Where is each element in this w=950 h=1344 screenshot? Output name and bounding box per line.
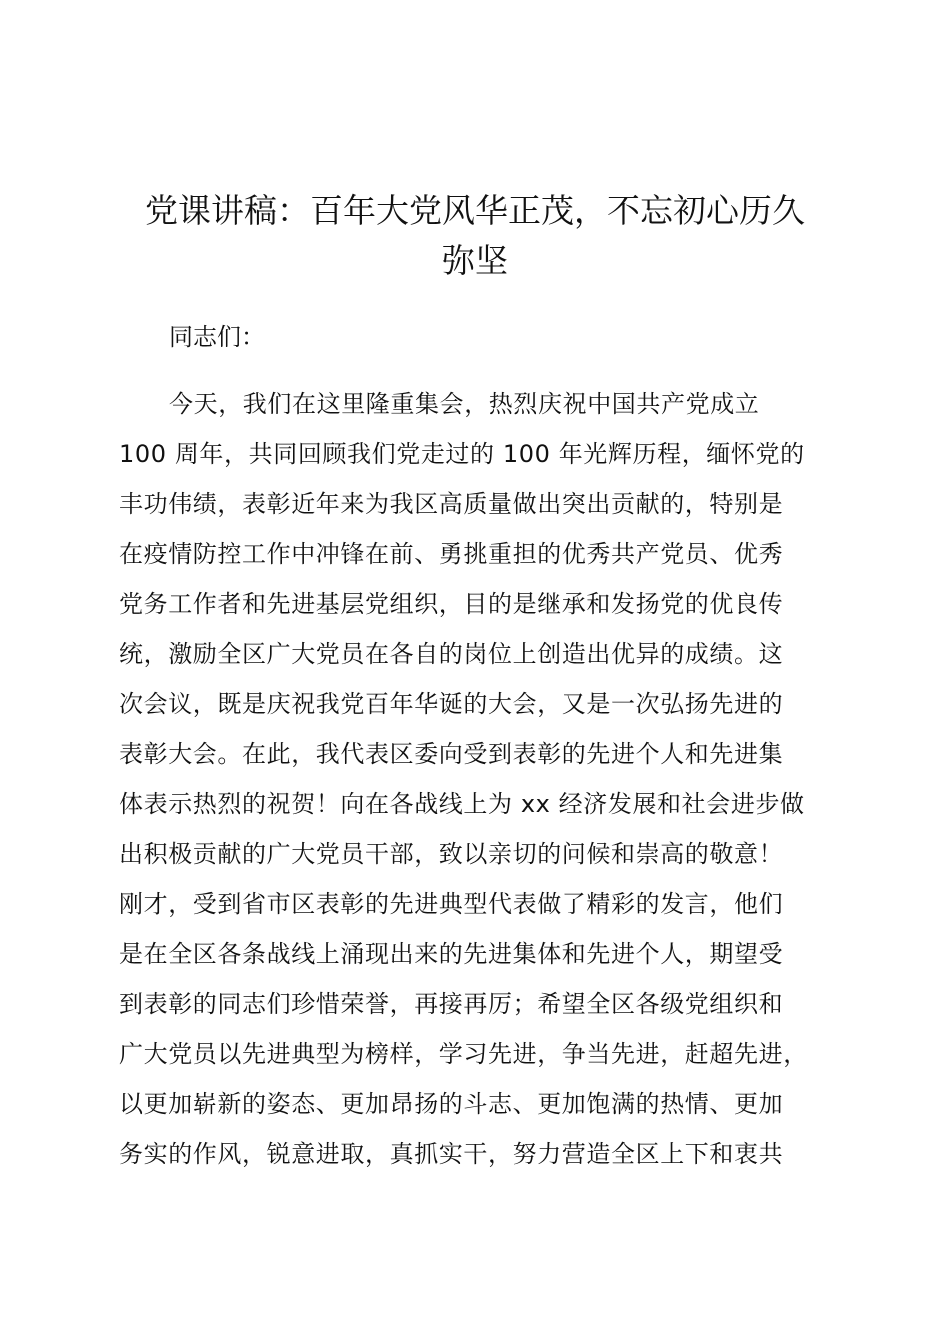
body-line: 是在全区各条战线上涌现出来的先进集体和先进个人，期望受: [119, 940, 784, 968]
document-title: [100, 186, 850, 286]
body-paragraph: [119, 382, 859, 1182]
body-line: 刚才，受到省市区表彰的先进典型代表做了精彩的发言，他们: [119, 890, 784, 918]
salutation: 同志们：: [169, 323, 265, 351]
body-line: 到表彰的同志们珍惜荣誉，再接再厉；希望全区各级党组织和: [119, 990, 784, 1018]
body-line: 表彰大会。在此，我代表区委向受到表彰的先进个人和先进集: [119, 740, 784, 768]
body-line: 广大党员以先进典型为榜样，学习先进，争当先进，赶超先进，: [119, 1040, 808, 1068]
body-line: 体表示热烈的祝贺！向在各战线上为 xx 经济发展和社会进步做: [119, 790, 805, 818]
body-line: 在疫情防控工作中冲锋在前、勇挑重担的优秀共产党员、优秀: [119, 540, 784, 568]
body-line: 统，激励全区广大党员在各自的岗位上创造出优异的成绩。这: [119, 640, 784, 668]
body-line: 务实的作风，锐意进取，真抓实干，努力营造全区上下和衷共: [119, 1140, 784, 1168]
body-line: 100 周年，共同回顾我们党走过的 100 年光辉历程，缅怀党的: [119, 440, 805, 468]
body-line: 以更加崭新的姿态、更加昂扬的斗志、更加饱满的热情、更加: [119, 1090, 784, 1118]
body-line: 丰功伟绩，表彰近年来为我区高质量做出突出贡献的，特别是: [119, 490, 784, 518]
title-line-2: 弥坚: [442, 241, 508, 280]
body-line: 出积极贡献的广大党员干部，致以亲切的问候和崇高的敬意！: [119, 840, 784, 868]
body-line: 党务工作者和先进基层党组织，目的是继承和发扬党的优良传: [119, 590, 784, 618]
body-line: 次会议，既是庆祝我党百年华诞的大会，又是一次弘扬先进的: [119, 690, 784, 718]
body-line: 今天，我们在这里隆重集会，热烈庆祝中国共产党成立: [169, 390, 760, 418]
title-line-1: 党课讲稿：百年大党风华正茂，不忘初心历久: [145, 191, 805, 230]
